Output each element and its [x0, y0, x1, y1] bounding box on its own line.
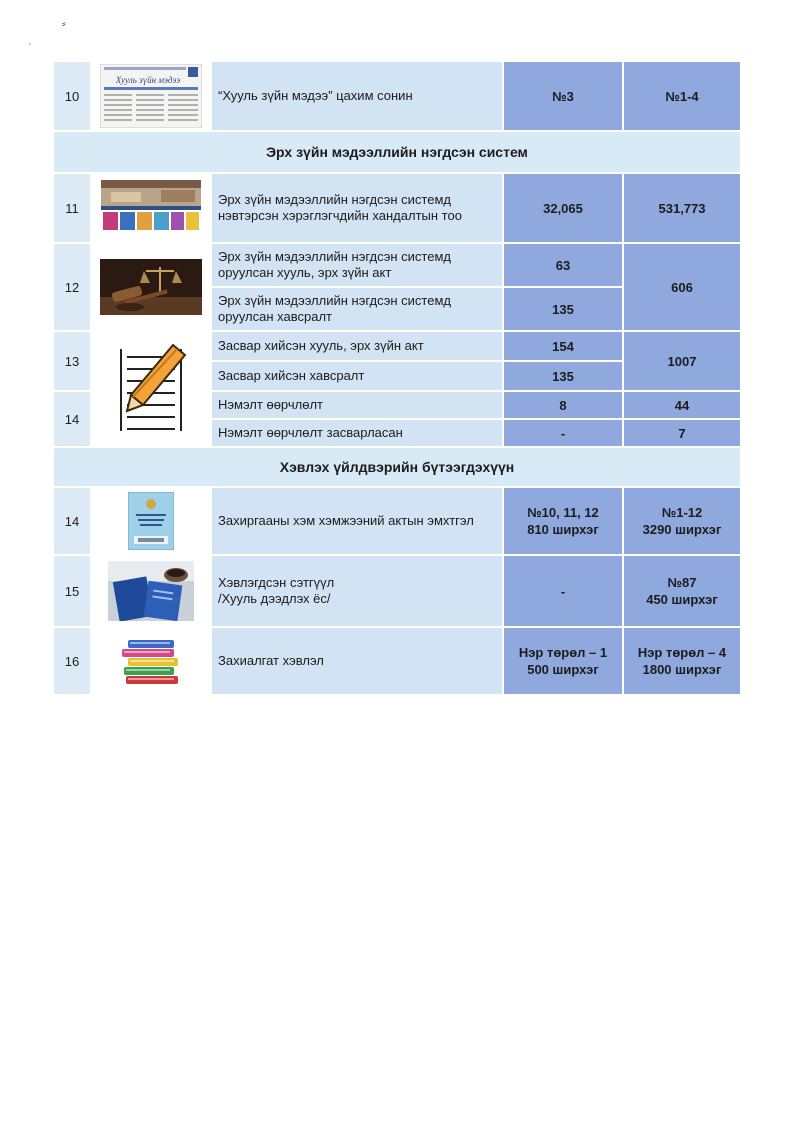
section-header-row — [53, 447, 741, 487]
row-description: Хэвлэгдсэн сэтгүүл /Хууль дээдлэх ёс/ — [211, 555, 503, 627]
table-row — [53, 173, 741, 243]
value-cell: Нэр төрөл – 1 500 ширхэг — [503, 627, 623, 695]
value-cell: 1007 — [623, 331, 741, 391]
book-cover-icon — [128, 492, 174, 550]
magazine-icon — [108, 561, 194, 621]
website-screenshot-icon — [101, 180, 201, 236]
value-cell: 32,065 — [503, 173, 623, 243]
value-cell: 135 — [503, 287, 623, 331]
value-cell: №87 450 ширхэг — [623, 555, 741, 627]
table-row — [53, 555, 741, 627]
value-cell: - — [503, 555, 623, 627]
row-description: Засвар хийсэн хууль, эрх зүйн акт — [211, 331, 503, 361]
row-number: 13 — [53, 331, 91, 391]
edit-document-thumbnail — [91, 331, 211, 447]
row-number: 15 — [53, 555, 91, 627]
system-thumbnail — [91, 173, 211, 243]
scan-speck: · — [28, 38, 32, 50]
row-description: Нэмэлт өөрчлөлт — [211, 391, 503, 419]
row-description: Засвар хийсэн хавсралт — [211, 361, 503, 391]
row-number: 12 — [53, 243, 91, 331]
row-description: Эрх зүйн мэдээллийн нэгдсэн системд нэвтэрсэн хэрэглэгчдийн хандалтын тоо — [211, 173, 503, 243]
row-number: 14 — [53, 487, 91, 555]
row-description: Эрх зүйн мэдээллийн нэгдсэн системд оруулсан хууль, эрх зүйн акт — [211, 243, 503, 287]
collection-thumbnail — [91, 487, 211, 555]
magazine-thumbnail — [91, 555, 211, 627]
gavel-icon — [100, 259, 202, 315]
value-cell: №3 — [503, 61, 623, 131]
row-description: Эрх зүйн мэдээллийн нэгдсэн системд оруулсан хавсралт — [211, 287, 503, 331]
value-cell: 154 — [503, 331, 623, 361]
newspaper-icon — [100, 64, 202, 128]
section-header-row — [53, 131, 741, 173]
value-cell: 135 — [503, 361, 623, 391]
pencil-document-icon — [111, 339, 191, 439]
table-row — [53, 243, 741, 287]
value-cell: №1-4 — [623, 61, 741, 131]
table-row — [53, 627, 741, 695]
newspaper-thumbnail — [91, 61, 211, 131]
section-title: Эрх зүйн мэдээллийн нэгдсэн систем — [53, 131, 741, 173]
table-row — [53, 487, 741, 555]
section-title: Хэвлэх үйлдвэрийн бүтээгдэхүүн — [53, 447, 741, 487]
row-number: 11 — [53, 173, 91, 243]
gavel-thumbnail — [91, 243, 211, 331]
row-description: “Хууль зүйн мэдээ” цахим сонин — [211, 61, 503, 131]
books-thumbnail — [91, 627, 211, 695]
row-description: Захиргааны хэм хэмжээний актын эмхтгэл — [211, 487, 503, 555]
value-cell: 8 — [503, 391, 623, 419]
value-cell: 531,773 — [623, 173, 741, 243]
table-row — [53, 61, 741, 131]
row-description: Захиалгат хэвлэл — [211, 627, 503, 695]
books-stack-icon — [120, 636, 182, 686]
row-number: 14 — [53, 391, 91, 447]
value-cell: №1-12 3290 ширхэг — [623, 487, 741, 555]
value-cell: 44 — [623, 391, 741, 419]
value-cell: Нэр төрөл – 4 1800 ширхэг — [623, 627, 741, 695]
value-cell: - — [503, 419, 623, 447]
value-cell: 63 — [503, 243, 623, 287]
row-description: Нэмэлт өөрчлөлт засварласан — [211, 419, 503, 447]
statistics-table — [52, 60, 742, 696]
table-row — [53, 331, 741, 361]
value-cell: №10, 11, 12 810 ширхэг — [503, 487, 623, 555]
row-number: 16 — [53, 627, 91, 695]
value-cell: 606 — [623, 243, 741, 331]
newspaper-title: Хууль зүйн мэдээ — [115, 75, 181, 85]
value-cell: 7 — [623, 419, 741, 447]
scan-speck: ⸗ — [62, 18, 66, 30]
row-number: 10 — [53, 61, 91, 131]
